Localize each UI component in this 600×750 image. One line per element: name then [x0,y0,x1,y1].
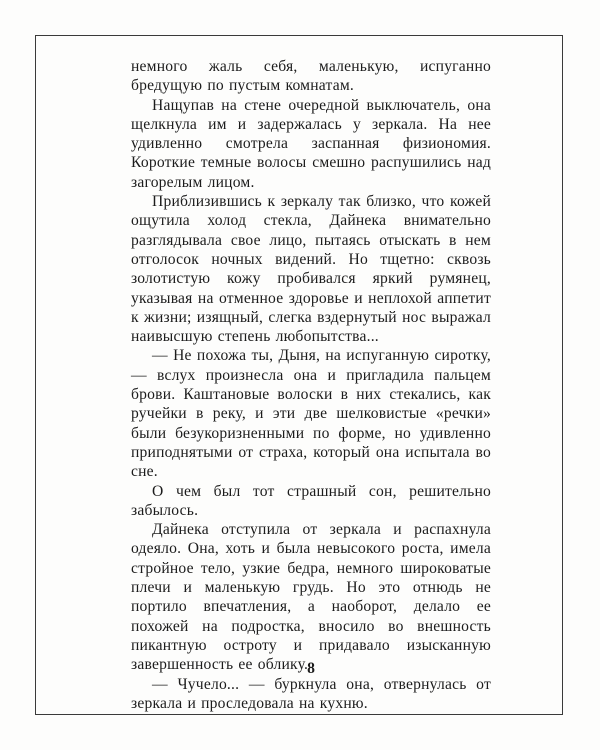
paragraph: Дайнека отступила от зеркала и распахнула одеяло. Она, хоть и была невысокого роста, имела стройное тело, узкие бедра, немного широковатые плечи и маленькую грудь. Но это отнюдь не портило впечатления, а наоборот, делало ее похожей на подростка, вносило во внешность пикантную остроту и придавало изысканную завершенность ее облику. [131,521,491,674]
paragraph: — Не похожа ты, Дыня, на испуганную сиротку, — вслух произнесла она и пригладила пальцем брови. Каштановые волоски в них стекались, как ручейки в реку, и эти две шелковистые «речки» были безукоризненными по форме, но удивленно приподнятыми от страха, который она испытала во сне. [131,347,491,481]
paragraph: — Чучело... — буркнула она, отвернулась от зеркала и проследовала на кухню. [131,675,491,712]
paragraph: Приблизившись к зеркалу так близко, что кожей ощутила холод стекла, Дайнека внимательно разглядывала свое лицо, пытаясь отыскать в нем отголосок ночных видений. Но тщетно: сквозь золотистую кожу пробивался яркий румянец, указывая на отменное здоровье и неплохой аппетит к жизни; изящный, слегка вздернутый нос выражал наивысшую степень любопытства... [131,193,491,346]
page-number: 8 [307,660,315,677]
paragraph: Нащупав на стене очередной выключатель, она щелкнула им и задержалась у зеркала. На нее удивленно смотрела заспанная физиономия. Короткие темные волосы смешно распушились над загорелым лицом. [131,96,491,191]
paragraph: немного жаль себя, маленькую, испуганно бредущую по пустым комнатам. [131,58,491,95]
paragraph: О чем был тот страшный сон, решительно забылось. [131,482,491,519]
page-text-block [131,57,491,713]
